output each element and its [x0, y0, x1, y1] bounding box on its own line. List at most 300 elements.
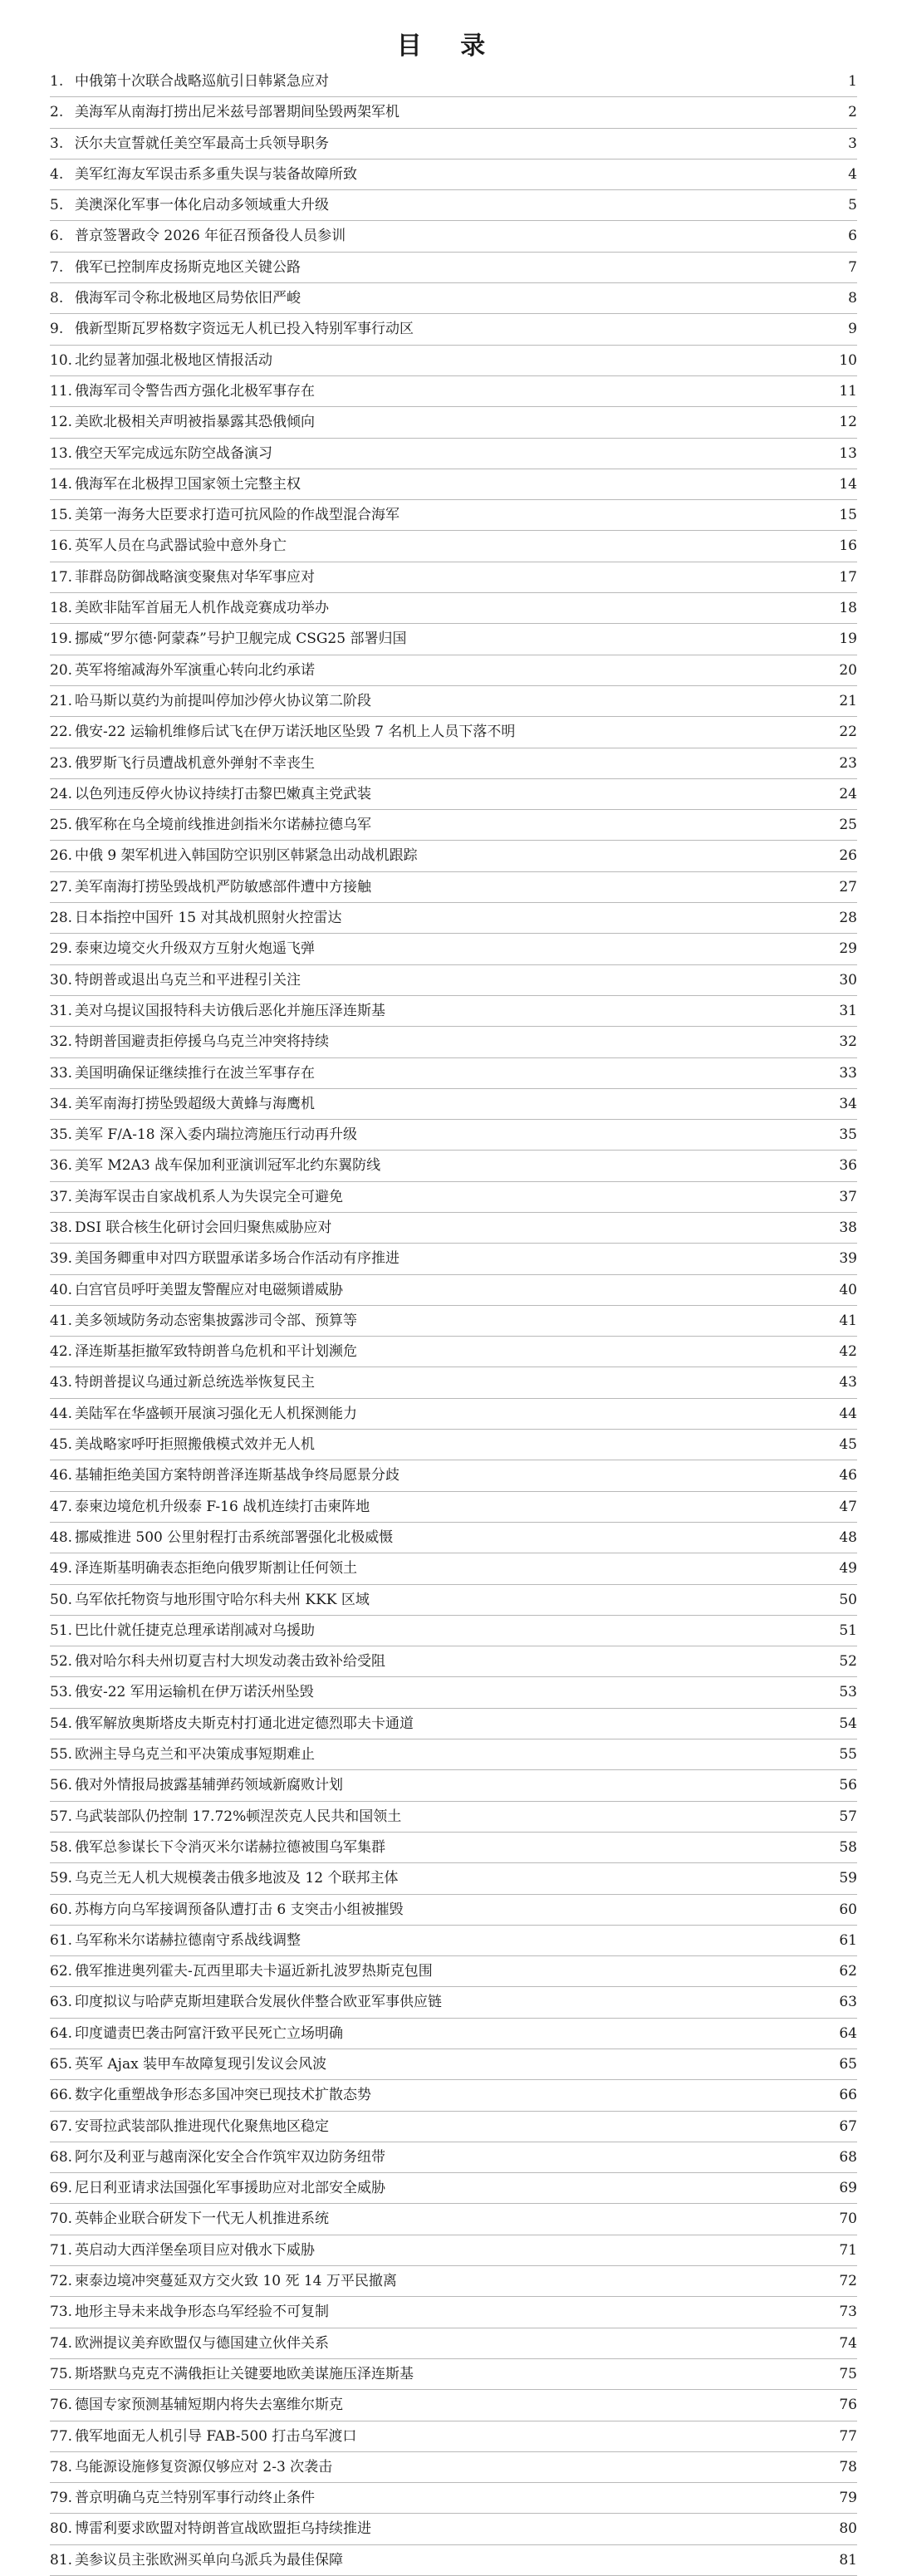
toc-entry-page-number: 68 [839, 2148, 857, 2166]
toc-entry-title: 俄新型斯瓦罗格数字资远无人机已投入特别军事行动区 [75, 321, 414, 338]
toc-entry[interactable] [50, 903, 857, 934]
toc-entry-title: 美军南海打捞坠毁战机严防敏感部件遭中方接触 [75, 878, 371, 895]
toc-entry-title: 中俄 9 架军机进入韩国防空识别区韩紧急出动战机跟踪 [75, 847, 418, 865]
toc-entry-page-number: 58 [839, 1838, 857, 1856]
toc-entry-title: 印度谴责巴袭击阿富汗致平民死亡立场明确 [75, 2024, 343, 2042]
toc-entry-page-number: 71 [839, 2241, 857, 2259]
toc-entry[interactable] [50, 2452, 857, 2483]
toc-entry-title: 美海军误击自家战机系人为失误完全可避免 [75, 1188, 343, 1205]
toc-entry-title: 沃尔夫宣誓就任美空军最高士兵领导职务 [75, 135, 329, 152]
toc-entry-number: 13. [50, 444, 73, 462]
toc-entry-number: 63. [50, 1994, 73, 2011]
toc-entry-number: 39. [50, 1250, 73, 1268]
toc-entry-number: 25. [50, 817, 73, 834]
toc-entry-page-number: 70 [839, 2210, 857, 2228]
toc-entry[interactable] [50, 1306, 857, 1337]
toc-entry-number: 80. [50, 2520, 73, 2538]
toc-entry-number: 60. [50, 1901, 73, 1918]
toc-entry-page-number: 62 [839, 1963, 857, 1980]
toc-entry[interactable] [50, 314, 857, 345]
toc-entry-number: 45. [50, 1436, 73, 1454]
toc-entry[interactable] [50, 2019, 857, 2049]
toc-entry[interactable] [50, 1058, 857, 1089]
toc-entry[interactable] [50, 872, 857, 903]
toc-entry-title: 普京签署政令 2026 年征召预备役人员参训 [75, 228, 346, 245]
toc-entry[interactable] [50, 2390, 857, 2421]
toc-entry-page-number: 13 [839, 444, 857, 462]
toc-entry-page-number: 24 [839, 785, 857, 802]
toc-entry[interactable] [50, 376, 857, 407]
toc-entry-number: 57. [50, 1808, 73, 1825]
toc-entry-title: 柬泰边境冲突蔓延双方交火致 10 死 14 万平民撤离 [75, 2273, 397, 2290]
toc-entry-title: 巴比什就任捷克总理承诺削减对乌援助 [75, 1622, 315, 1639]
toc-entry-title: 英韩企业联合研发下一代无人机推进系统 [75, 2210, 329, 2228]
toc-entry-number: 8. [50, 290, 64, 307]
toc-entry-number: 67. [50, 2117, 73, 2135]
toc-entry-title: 泽连斯基拒撤军致特朗普乌危机和平计划濒危 [75, 1343, 357, 1361]
toc-entry[interactable] [50, 2328, 857, 2359]
toc-entry[interactable] [50, 66, 857, 97]
toc-entry[interactable] [50, 1430, 857, 1460]
toc-entry-title: 俄军称在乌全境前线推进剑指米尔诺赫拉德乌军 [75, 817, 371, 834]
toc-entry-title: 以色列违反停火协议持续打击黎巴嫩真主党武装 [75, 785, 371, 802]
toc-entry-title: 乌武装部队仍控制 17.72%顿涅茨克人民共和国领土 [75, 1808, 402, 1825]
toc-entry-number: 36. [50, 1157, 73, 1175]
toc-entry[interactable] [50, 1956, 857, 1987]
toc-entry-page-number: 28 [839, 910, 857, 927]
toc-entry[interactable] [50, 1492, 857, 1523]
toc-entry-number: 43. [50, 1374, 73, 1391]
toc-entry-number: 3. [50, 135, 64, 152]
toc-entry-number: 53. [50, 1684, 73, 1701]
toc-entry-page-number: 32 [839, 1033, 857, 1051]
toc-entry[interactable] [50, 1553, 857, 1584]
toc-entry-title: 美澳深化军事一体化启动多领域重大升级 [75, 197, 329, 214]
toc-entry-number: 55. [50, 1746, 73, 1764]
toc-entry-title: 地形主导未来战争形态乌军经验不可复制 [75, 2304, 329, 2321]
toc-entry[interactable] [50, 1987, 857, 2018]
toc-entry-page-number: 52 [839, 1653, 857, 1671]
toc-entry-title: 俄军推进奥列霍夫-瓦西里耶夫卡逼近新扎波罗热斯克包围 [75, 1963, 433, 1980]
toc-entry-number: 47. [50, 1498, 73, 1515]
toc-entry-page-number: 67 [839, 2117, 857, 2135]
toc-entry-page-number: 20 [839, 661, 857, 679]
toc-entry-page-number: 81 [839, 2551, 857, 2569]
toc-entry-number: 51. [50, 1622, 73, 1639]
toc-entry-title: 俄海军司令警告西方强化北极军事存在 [75, 382, 315, 400]
toc-entry[interactable] [50, 779, 857, 810]
toc-entry-page-number: 55 [839, 1746, 857, 1764]
toc-entry-page-number: 38 [839, 1219, 857, 1236]
toc-entry[interactable] [50, 1709, 857, 1739]
toc-entry[interactable] [50, 283, 857, 314]
toc-entry-number: 42. [50, 1343, 73, 1361]
toc-entry-number: 10. [50, 351, 73, 369]
toc-entry[interactable] [50, 1089, 857, 1120]
toc-entry-number: 69. [50, 2180, 73, 2197]
toc-entry-title: 俄安-22 军用运输机在伊万诺沃州坠毁 [75, 1684, 314, 1701]
toc-entry-page-number: 9 [848, 321, 857, 338]
toc-entry[interactable] [50, 500, 857, 531]
toc-entry-title: 美海军从南海打捞出尼米兹号部署期间坠毁两架军机 [75, 104, 399, 121]
toc-entry[interactable] [50, 1895, 857, 1926]
toc-entry-page-number: 80 [839, 2520, 857, 2538]
toc-entry-page-number: 39 [839, 1250, 857, 1268]
toc-entry[interactable] [50, 996, 857, 1027]
toc-entry-number: 23. [50, 754, 73, 772]
toc-entry-number: 73. [50, 2304, 73, 2321]
toc-entry[interactable] [50, 1523, 857, 1553]
toc-entry-number: 81. [50, 2551, 73, 2569]
toc-entry-number: 24. [50, 785, 73, 802]
toc-entry-title: 博雷利要求欧盟对特朗普宣战欧盟拒乌持续推进 [75, 2520, 371, 2538]
toc-entry-page-number: 21 [839, 692, 857, 709]
toc-entry[interactable] [50, 2080, 857, 2111]
toc-entry-number: 16. [50, 537, 73, 555]
toc-entry-number: 65. [50, 2056, 73, 2073]
toc-entry-number: 44. [50, 1405, 73, 1422]
toc-entry-title: DSI 联合核生化研讨会回归聚焦威胁应对 [75, 1219, 332, 1236]
toc-entry-number: 56. [50, 1777, 73, 1794]
toc-entry[interactable] [50, 841, 857, 871]
toc-entry-title: 苏梅方向乌军接调预备队遭打击 6 支突击小组被摧毁 [75, 1901, 404, 1918]
toc-entry[interactable] [50, 1646, 857, 1677]
toc-entry-number: 46. [50, 1467, 73, 1484]
toc-entry[interactable] [50, 1151, 857, 1181]
toc-entry-page-number: 37 [839, 1188, 857, 1205]
toc-entry-page-number: 73 [839, 2304, 857, 2321]
toc-entry-title: 英启动大西洋堡垒项目应对俄水下威胁 [75, 2241, 315, 2259]
toc-entry-title: 俄对哈尔科夫州切夏吉村大坝发动袭击致补给受阻 [75, 1653, 385, 1671]
toc-entry-page-number: 16 [839, 537, 857, 555]
toc-entry[interactable] [50, 1182, 857, 1213]
toc-entry-title: 乌克兰无人机大规模袭击俄多地波及 12 个联邦主体 [75, 1870, 399, 1887]
toc-entry-title: 安哥拉武装部队推进现代化聚焦地区稳定 [75, 2117, 329, 2135]
toc-entry-title: 日本指控中国歼 15 对其战机照射火控雷达 [75, 910, 342, 927]
toc-entry-page-number: 45 [839, 1436, 857, 1454]
toc-entry-page-number: 27 [839, 878, 857, 895]
toc-entry[interactable] [50, 2359, 857, 2390]
toc-entry-number: 2. [50, 104, 64, 121]
toc-entry[interactable] [50, 439, 857, 469]
page-title: 目 录 [396, 32, 501, 61]
toc-entry-number: 52. [50, 1653, 73, 1671]
toc-entry[interactable] [50, 1585, 857, 1616]
toc-entry-title: 美欧北极相关声明被指暴露其恐俄倾向 [75, 414, 315, 431]
toc-entry-title: 英军将缩减海外军演重心转向北约承诺 [75, 661, 315, 679]
toc-entry-number: 59. [50, 1870, 73, 1887]
toc-entry[interactable] [50, 1027, 857, 1057]
toc-entry-number: 38. [50, 1219, 73, 1236]
toc-entry[interactable] [50, 1337, 857, 1367]
toc-entry-title: 美战略家呼吁拒照搬俄模式效并无人机 [75, 1436, 315, 1454]
toc-entry-page-number: 5 [848, 197, 857, 214]
toc-entry-page-number: 12 [839, 414, 857, 431]
toc-entry[interactable] [50, 2514, 857, 2544]
toc-entry[interactable] [50, 2142, 857, 2173]
toc-entry[interactable] [50, 748, 857, 779]
toc-entry-page-number: 74 [839, 2334, 857, 2352]
toc-entry-number: 30. [50, 971, 73, 989]
toc-entry-title: 美军 F/A-18 深入委内瑞拉湾施压行动再升级 [75, 1126, 357, 1144]
toc-entry-page-number: 1 [848, 73, 857, 90]
toc-entry[interactable] [50, 717, 857, 748]
toc-entry-page-number: 6 [848, 228, 857, 245]
toc-entry-page-number: 35 [839, 1126, 857, 1144]
toc-entry[interactable] [50, 2049, 857, 2080]
toc-entry-number: 21. [50, 692, 73, 709]
toc-entry-page-number: 31 [839, 1002, 857, 1019]
toc-entry[interactable] [50, 2483, 857, 2514]
toc-entry-page-number: 33 [839, 1064, 857, 1082]
toc-entry-number: 58. [50, 1838, 73, 1856]
toc-entry-number: 48. [50, 1528, 73, 1546]
toc-entry[interactable] [50, 97, 857, 128]
toc-entry-title: 中俄第十次联合战略巡航引日韩紧急应对 [75, 73, 329, 90]
toc-entry-title: 乌能源设施修复资源仅够应对 2-3 次袭击 [75, 2458, 333, 2475]
toc-entry[interactable] [50, 1739, 857, 1770]
toc-entry-page-number: 57 [839, 1808, 857, 1825]
toc-entry-number: 40. [50, 1281, 73, 1298]
toc-entry-title: 泰柬边境交火升级双方互射火炮遥飞弹 [75, 940, 315, 958]
toc-entry-title: 泰柬边境危机升级泰 F-16 战机连续打击柬阵地 [75, 1498, 370, 1515]
toc-entry-title: 乌军称米尔诺赫拉德南守系战线调整 [75, 1931, 301, 1949]
toc-entry[interactable] [50, 686, 857, 717]
toc-entry-title: 挪威推进 500 公里射程打击系统部署强化北极威慑 [75, 1528, 394, 1546]
toc-entry-page-number: 43 [839, 1374, 857, 1391]
toc-entry-page-number: 59 [839, 1870, 857, 1887]
toc-entry-page-number: 14 [839, 475, 857, 493]
toc-entry-number: 76. [50, 2397, 73, 2414]
toc-entry-number: 20. [50, 661, 73, 679]
toc-entry-page-number: 63 [839, 1994, 857, 2011]
toc-entry[interactable] [50, 407, 857, 438]
toc-entry[interactable] [50, 2421, 857, 2452]
toc-entry-page-number: 61 [839, 1931, 857, 1949]
toc-entry-title: 俄军地面无人机引导 FAB-500 打击乌军渡口 [75, 2427, 357, 2445]
toc-entry-title: 俄海军在北极捍卫国家领土完整主权 [75, 475, 301, 493]
toc-entry-number: 50. [50, 1591, 73, 1608]
toc-entry[interactable] [50, 221, 857, 252]
toc-entry-title: 俄空天军完成远东防空战备演习 [75, 444, 272, 462]
toc-entry[interactable] [50, 1120, 857, 1151]
toc-entry-title: 俄安-22 运输机维修后试飞在伊万诺沃地区坠毁 7 名机上人员下落不明 [75, 724, 516, 741]
toc-entry-number: 74. [50, 2334, 73, 2352]
toc-entry[interactable] [50, 346, 857, 376]
toc-entry-title: 尼日利亚请求法国强化军事援助应对北部安全威胁 [75, 2180, 385, 2197]
toc-entry-title: 英军 Ajax 装甲车故障复现引发议会风波 [75, 2056, 327, 2073]
toc-entry-number: 35. [50, 1126, 73, 1144]
toc-entry-number: 29. [50, 940, 73, 958]
toc-entry[interactable] [50, 562, 857, 593]
toc-entry-title: 基辅拒绝美国方案特朗普泽连斯基战争终局愿景分歧 [75, 1467, 399, 1484]
toc-entry-number: 26. [50, 847, 73, 865]
toc-entry[interactable] [50, 2112, 857, 2142]
toc-entry-page-number: 19 [839, 631, 857, 648]
toc-entry-page-number: 15 [839, 507, 857, 524]
toc-entry-page-number: 29 [839, 940, 857, 958]
toc-entry-page-number: 41 [839, 1312, 857, 1329]
toc-entry[interactable] [50, 253, 857, 283]
toc-entry-number: 12. [50, 414, 73, 431]
toc-entry[interactable] [50, 1926, 857, 1956]
toc-entry[interactable] [50, 1677, 857, 1708]
toc-entry-page-number: 50 [839, 1591, 857, 1608]
toc-entry-number: 77. [50, 2427, 73, 2445]
toc-entry-number: 18. [50, 600, 73, 617]
toc-entry[interactable] [50, 469, 857, 500]
toc-entry-number: 37. [50, 1188, 73, 1205]
toc-entry-number: 5. [50, 197, 64, 214]
toc-entry[interactable] [50, 159, 857, 190]
toc-entry[interactable] [50, 2297, 857, 2328]
toc-entry-title: 特朗普提议乌通过新总统选举恢复民主 [75, 1374, 315, 1391]
toc-entry-number: 71. [50, 2241, 73, 2259]
toc-entry-title: 美国务卿重申对四方联盟承诺多场合作活动有序推进 [75, 1250, 399, 1268]
toc-entry-title: 美多领域防务动态密集披露涉司令部、预算等 [75, 1312, 357, 1329]
toc-entry-title: 俄军已控制库皮扬斯克地区关键公路 [75, 258, 301, 276]
toc-entry[interactable] [50, 1833, 857, 1863]
toc-entry-title: 欧洲主导乌克兰和平决策成事短期难止 [75, 1746, 315, 1764]
toc-entry[interactable] [50, 2545, 857, 2576]
toc-entry-page-number: 2 [848, 104, 857, 121]
toc-entry[interactable] [50, 934, 857, 964]
toc-entry[interactable] [50, 624, 857, 655]
toc-entry[interactable] [50, 1275, 857, 1306]
toc-entry-number: 49. [50, 1560, 73, 1577]
toc-entry-title: 数字化重塑战争形态多国冲突已现技术扩散态势 [75, 2087, 371, 2104]
toc-entry-page-number: 72 [839, 2273, 857, 2290]
toc-entry-number: 22. [50, 724, 73, 741]
toc-entry-number: 34. [50, 1095, 73, 1112]
toc-entry-number: 62. [50, 1963, 73, 1980]
toc-entry-number: 31. [50, 1002, 73, 1019]
toc-entry[interactable] [50, 1367, 857, 1398]
toc-entry[interactable] [50, 2204, 857, 2235]
toc-entry-page-number: 22 [839, 724, 857, 741]
toc-entry-page-number: 66 [839, 2087, 857, 2104]
toc-entry-number: 33. [50, 1064, 73, 1082]
toc-entry[interactable] [50, 1616, 857, 1646]
toc-entry-page-number: 76 [839, 2397, 857, 2414]
toc-entry[interactable] [50, 1460, 857, 1491]
toc-entry-page-number: 7 [848, 258, 857, 276]
toc-entry[interactable] [50, 1399, 857, 1430]
toc-entry-page-number: 40 [839, 1281, 857, 1298]
toc-entry-page-number: 65 [839, 2056, 857, 2073]
toc-entry-number: 41. [50, 1312, 73, 1329]
toc-entry-title: 斯塔默乌克克不满俄拒让关键要地欧美谋施压泽连斯基 [75, 2365, 414, 2382]
toc-entry-page-number: 78 [839, 2458, 857, 2475]
toc-entry[interactable] [50, 129, 857, 159]
toc-entry[interactable] [50, 190, 857, 221]
toc-entry-title: 特朗普国避责拒停援乌乌克兰冲突将持续 [75, 1033, 329, 1051]
toc-entry-title: 泽连斯基明确表态拒绝向俄罗斯割让任何领土 [75, 1560, 357, 1577]
toc-entry-page-number: 77 [839, 2427, 857, 2445]
toc-entry-title: 特朗普或退出乌克兰和平进程引关注 [75, 971, 301, 989]
toc-entry-title: 菲群岛防御战略演变聚焦对华军事应对 [75, 568, 315, 586]
toc-entry[interactable] [50, 1802, 857, 1833]
toc-entry[interactable] [50, 1244, 857, 1274]
toc-entry[interactable] [50, 2235, 857, 2266]
toc-entry-number: 72. [50, 2273, 73, 2290]
toc-entry[interactable] [50, 655, 857, 686]
toc-entry-title: 美对乌提议国报特科夫访俄后恶化并施压泽连斯基 [75, 1002, 385, 1019]
toc-entry-page-number: 8 [848, 290, 857, 307]
table-of-contents [50, 66, 857, 2576]
toc-entry-title: 美国明确保证继续推行在波兰军事存在 [75, 1064, 315, 1082]
toc-entry-number: 17. [50, 568, 73, 586]
toc-entry[interactable] [50, 965, 857, 996]
toc-entry-number: 75. [50, 2365, 73, 2382]
toc-entry-page-number: 51 [839, 1622, 857, 1639]
toc-entry-number: 11. [50, 382, 73, 400]
toc-entry-page-number: 30 [839, 971, 857, 989]
toc-entry[interactable] [50, 810, 857, 841]
toc-entry-page-number: 64 [839, 2024, 857, 2042]
toc-entry-number: 54. [50, 1715, 73, 1732]
toc-entry-page-number: 42 [839, 1343, 857, 1361]
toc-entry-page-number: 26 [839, 847, 857, 865]
toc-entry-number: 79. [50, 2490, 73, 2507]
toc-entry-page-number: 11 [839, 382, 857, 400]
toc-entry-title: 阿尔及利亚与越南深化安全合作筑牢双边防务纽带 [75, 2148, 385, 2166]
toc-entry-page-number: 56 [839, 1777, 857, 1794]
toc-entry[interactable] [50, 2266, 857, 2297]
toc-entry-page-number: 75 [839, 2365, 857, 2382]
toc-entry-title: 德国专家预测基辅短期内将失去塞维尔斯克 [75, 2397, 343, 2414]
toc-entry-title: 俄军总参谋长下令消灭米尔诺赫拉德被围乌军集群 [75, 1838, 385, 1856]
toc-entry-page-number: 48 [839, 1528, 857, 1546]
toc-entry-title: 美军 M2A3 战车保加利亚演训冠军北约东翼防线 [75, 1157, 381, 1175]
toc-entry-number: 4. [50, 165, 64, 183]
toc-entry-page-number: 79 [839, 2490, 857, 2507]
toc-entry-title: 印度拟议与哈萨克斯坦建联合发展伙伴整合欧亚军事供应链 [75, 1994, 442, 2011]
toc-entry-page-number: 4 [848, 165, 857, 183]
toc-entry-title: 乌军依托物资与地形围守哈尔科夫州 KKK 区域 [75, 1591, 370, 1608]
toc-entry-number: 70. [50, 2210, 73, 2228]
toc-entry-number: 27. [50, 878, 73, 895]
toc-entry-number: 78. [50, 2458, 73, 2475]
toc-entry-page-number: 53 [839, 1684, 857, 1701]
toc-entry-title: 美军红海友军误击系多重失误与装备故障所致 [75, 165, 357, 183]
toc-entry-page-number: 46 [839, 1467, 857, 1484]
toc-entry-title: 白宫官员呼吁美盟友警醒应对电磁频谱威胁 [75, 1281, 343, 1298]
toc-entry-title: 俄对外情报局披露基辅弹药领域新腐败计划 [75, 1777, 343, 1794]
toc-entry-title: 美欧非陆军首届无人机作战竞赛成功举办 [75, 600, 329, 617]
toc-entry[interactable] [50, 2173, 857, 2204]
toc-entry-title: 哈马斯以莫约为前提叫停加沙停火协议第二阶段 [75, 692, 371, 709]
toc-entry-number: 32. [50, 1033, 73, 1051]
toc-entry[interactable] [50, 1863, 857, 1894]
toc-entry[interactable] [50, 593, 857, 624]
toc-entry-title: 北约显著加强北极地区情报活动 [75, 351, 272, 369]
toc-entry-page-number: 3 [848, 135, 857, 152]
toc-entry-number: 61. [50, 1931, 73, 1949]
toc-entry-title: 俄罗斯飞行员遭战机意外弹射不幸丧生 [75, 754, 315, 772]
toc-entry-title: 俄海军司令称北极地区局势依旧严峻 [75, 290, 301, 307]
toc-entry-number: 66. [50, 2087, 73, 2104]
toc-entry-page-number: 18 [839, 600, 857, 617]
toc-entry-number: 28. [50, 910, 73, 927]
toc-entry[interactable] [50, 1770, 857, 1801]
toc-entry-page-number: 23 [839, 754, 857, 772]
toc-entry-number: 68. [50, 2148, 73, 2166]
toc-entry[interactable] [50, 531, 857, 562]
toc-entry-number: 15. [50, 507, 73, 524]
toc-entry[interactable] [50, 1213, 857, 1244]
toc-entry-page-number: 47 [839, 1498, 857, 1515]
